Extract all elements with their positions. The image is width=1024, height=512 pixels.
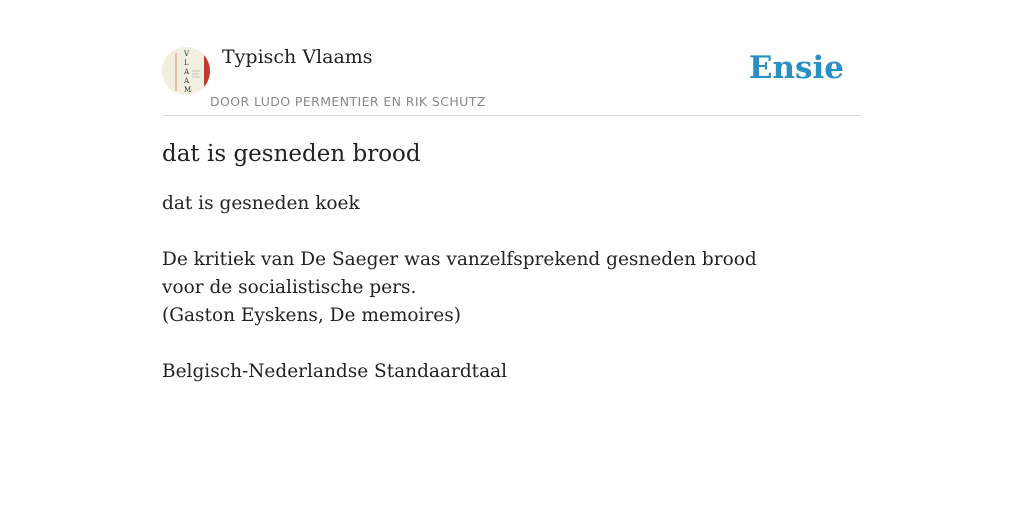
book-title[interactable]: Typisch Vlaams bbox=[222, 46, 373, 68]
entry-example: De kritiek van De Saeger was vanzelfsprekend gesneden brood voor de socialistische pers. bbox=[162, 249, 757, 298]
entry-body bbox=[162, 190, 802, 386]
ensie-logo-link[interactable]: Ensie bbox=[748, 50, 844, 86]
entry-category: Belgisch-Nederlandse Standaardtaal bbox=[162, 361, 508, 382]
svg-text:L: L bbox=[184, 59, 189, 67]
entry-content bbox=[162, 138, 862, 386]
entry-term: dat is gesneden brood bbox=[162, 141, 421, 167]
svg-text:A: A bbox=[184, 68, 190, 76]
svg-text:A: A bbox=[184, 77, 190, 85]
entry-source: (Gaston Eyskens, De memoires) bbox=[162, 305, 461, 326]
book-cover-image bbox=[162, 47, 210, 95]
svg-text:V: V bbox=[184, 50, 190, 58]
site-header bbox=[162, 0, 862, 116]
paragraph-spacer bbox=[162, 330, 802, 358]
author-byline: DOOR LUDO PERMENTIER EN RIK SCHUTZ bbox=[210, 94, 486, 109]
paragraph-spacer bbox=[162, 218, 802, 246]
book-cover-avatar[interactable] bbox=[162, 47, 210, 95]
entry-synonym: dat is gesneden koek bbox=[162, 193, 360, 214]
svg-text:M: M bbox=[184, 86, 192, 94]
